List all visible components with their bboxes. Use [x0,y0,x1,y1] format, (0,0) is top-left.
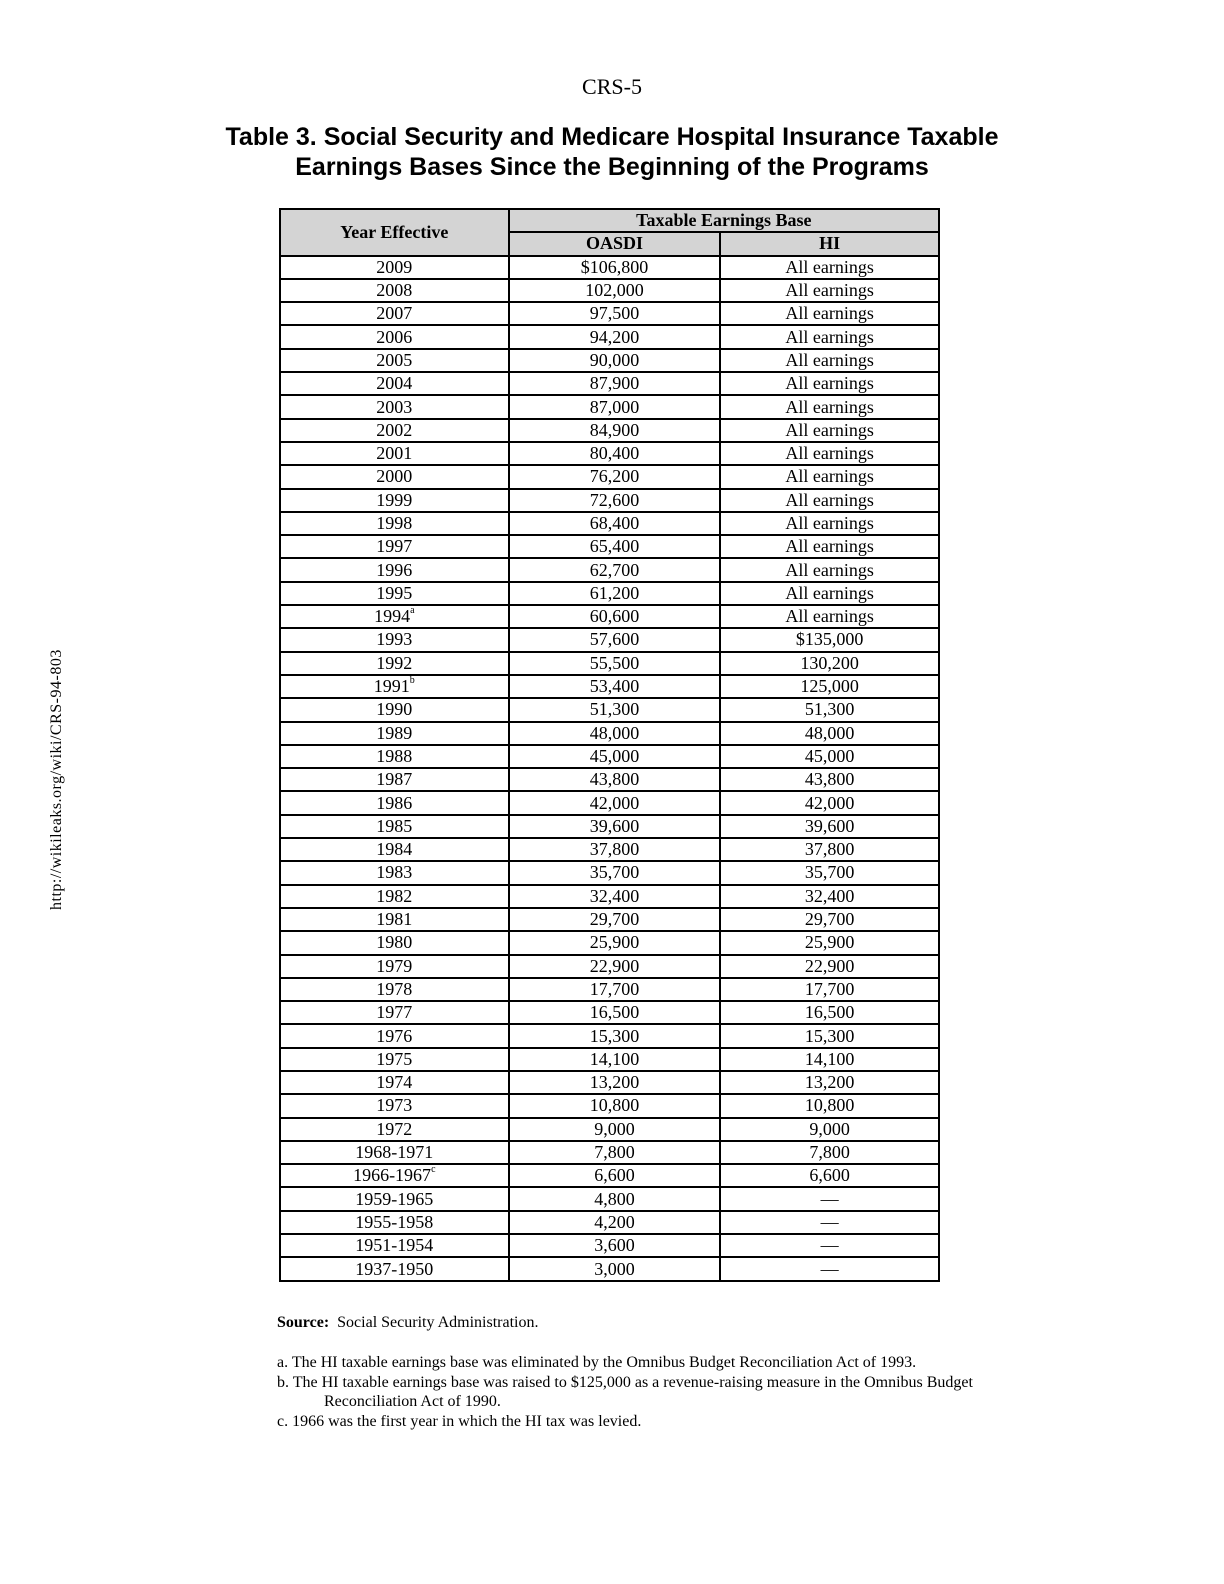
table-row [280,838,939,861]
hi-cell: 16,500 [720,1001,939,1024]
year-cell [280,768,509,791]
oasdi-cell: 35,700 [509,861,721,884]
header-hi: HI [720,232,939,255]
table-row [280,815,939,838]
year-text: 1997 [376,536,413,557]
hi-cell: All earnings [720,349,939,372]
year-text: 1974 [376,1072,413,1093]
oasdi-cell: 10,800 [509,1094,721,1117]
year-cell [280,1024,509,1047]
oasdi-cell: 65,400 [509,535,721,558]
year-cell [280,955,509,978]
table-row [280,908,939,931]
footnote-a [277,1353,977,1373]
table-row [280,535,939,558]
year-text: 1989 [376,722,413,743]
year-cell [280,1164,509,1187]
oasdi-cell: 4,800 [509,1187,721,1210]
year-text: 1999 [376,489,413,510]
year-text: 1976 [376,1025,413,1046]
hi-cell: 25,900 [720,931,939,954]
year-text: 2000 [376,466,413,487]
oasdi-cell: 62,700 [509,558,721,581]
footnote-label: c. [277,1412,289,1430]
header-year-effective: Year Effective [280,209,509,256]
year-cell [280,279,509,302]
year-text: 1959-1965 [355,1188,434,1209]
year-text: 1982 [376,885,413,906]
hi-cell: 32,400 [720,885,939,908]
hi-cell: All earnings [720,512,939,535]
table-row [280,256,939,279]
year-cell [280,349,509,372]
year-text: 1995 [376,582,413,603]
hi-cell: All earnings [720,558,939,581]
hi-cell: 10,800 [720,1094,939,1117]
table-row [280,1071,939,1094]
header-taxable-earnings-base: Taxable Earnings Base [509,209,939,232]
hi-cell: All earnings [720,582,939,605]
footnote-marker: b [409,675,415,687]
hi-cell: $135,000 [720,628,939,651]
year-text: 1986 [376,792,413,813]
year-cell [280,1211,509,1234]
year-text: 2007 [376,303,413,324]
table-row [280,1257,939,1280]
footnote-label: a. [277,1354,289,1371]
hi-cell: All earnings [720,465,939,488]
hi-cell: 22,900 [720,955,939,978]
year-cell [280,908,509,931]
table-row [280,628,939,651]
table-row [280,1024,939,1047]
table-row [280,512,939,535]
hi-cell: 48,000 [720,722,939,745]
oasdi-cell: 94,200 [509,325,721,348]
oasdi-cell: 15,300 [509,1024,721,1047]
year-text: 2006 [376,326,413,347]
hi-cell: — [720,1211,939,1234]
oasdi-cell: 45,000 [509,745,721,768]
hi-cell: 15,300 [720,1024,939,1047]
oasdi-cell: 17,700 [509,978,721,1001]
year-text: 2004 [376,373,413,394]
year-cell [280,442,509,465]
year-cell [280,535,509,558]
hi-cell: 43,800 [720,768,939,791]
year-text: 1951-1954 [355,1235,434,1256]
year-cell [280,1048,509,1071]
page-number: CRS-5 [582,74,642,99]
table-row [280,1187,939,1210]
oasdi-cell: 32,400 [509,885,721,908]
year-cell [280,465,509,488]
hi-cell: All earnings [720,535,939,558]
year-cell [280,1257,509,1280]
oasdi-cell: 51,300 [509,698,721,721]
oasdi-cell: 39,600 [509,815,721,838]
year-text: 1966-1967 [353,1165,432,1186]
year-text: 1978 [376,978,413,999]
table-row [280,1141,939,1164]
oasdi-cell: 6,600 [509,1164,721,1187]
hi-cell: 42,000 [720,791,939,814]
year-text: 2005 [376,349,413,370]
oasdi-cell: 3,000 [509,1257,721,1280]
year-text: 1990 [376,699,413,720]
year-cell [280,978,509,1001]
year-cell [280,698,509,721]
year-cell [280,861,509,884]
year-cell [280,302,509,325]
hi-cell: 45,000 [720,745,939,768]
table-row [280,1048,939,1071]
year-cell [280,675,509,698]
year-text: 1984 [376,839,413,860]
oasdi-cell: 4,200 [509,1211,721,1234]
year-cell [280,512,509,535]
year-text: 1981 [376,909,413,930]
footnote-text: 1966 was the first year in which the HI tax was levied. [292,1412,642,1430]
footnote-marker: c [431,1164,436,1176]
table-row [280,1001,939,1024]
year-cell [280,1001,509,1024]
table-row [280,1234,939,1257]
table-row [280,652,939,675]
year-text: 1998 [376,513,413,533]
table-row [280,279,939,302]
hi-cell: All earnings [720,372,939,395]
oasdi-cell: 29,700 [509,908,721,931]
hi-cell: 9,000 [720,1118,939,1141]
oasdi-cell: 22,900 [509,955,721,978]
oasdi-cell: 68,400 [509,512,721,535]
year-cell [280,1187,509,1210]
footnote-label: b. [277,1373,289,1391]
hi-cell: 6,600 [720,1164,939,1187]
hi-cell: 7,800 [720,1141,939,1164]
oasdi-cell: 57,600 [509,628,721,651]
table-row [280,675,939,698]
table-row [280,419,939,442]
year-cell [280,815,509,838]
year-cell [280,628,509,651]
table-row [280,605,939,628]
year-text: 1992 [376,652,413,673]
year-cell [280,745,509,768]
oasdi-cell: 9,000 [509,1118,721,1141]
year-cell [280,1118,509,1141]
table-row [280,955,939,978]
oasdi-cell: 55,500 [509,652,721,675]
hi-cell: — [720,1187,939,1210]
table-row [280,978,939,1001]
hi-cell: All earnings [720,442,939,465]
year-cell [280,582,509,605]
year-text: 2008 [376,280,413,301]
table-row [280,349,939,372]
year-cell [280,325,509,348]
year-text: 1968-1971 [355,1142,434,1163]
table-row [280,791,939,814]
hi-cell: All earnings [720,302,939,325]
oasdi-cell: 84,900 [509,419,721,442]
table-row [280,442,939,465]
oasdi-cell: 72,600 [509,489,721,512]
oasdi-cell: 80,400 [509,442,721,465]
oasdi-cell: 102,000 [509,279,721,302]
year-cell [280,419,509,442]
year-text: 1993 [376,629,413,650]
hi-cell: All earnings [720,605,939,628]
hi-cell: 39,600 [720,815,939,838]
year-text: 2003 [376,396,413,417]
table-row [280,489,939,512]
year-text: 1991 [373,676,410,697]
footnotes [277,1353,977,1431]
year-cell [280,722,509,745]
hi-cell: All earnings [720,489,939,512]
source-line [277,1314,538,1332]
table-row [280,1164,939,1187]
table-body [280,256,939,1281]
year-cell [280,605,509,628]
oasdi-cell: 48,000 [509,722,721,745]
year-text: 1979 [376,955,413,976]
year-cell [280,256,509,279]
year-cell [280,838,509,861]
oasdi-cell: 76,200 [509,465,721,488]
oasdi-cell: 7,800 [509,1141,721,1164]
table-row [280,372,939,395]
hi-cell: All earnings [720,256,939,279]
year-cell [280,931,509,954]
hi-cell: All earnings [720,325,939,348]
year-text: 1996 [376,559,413,580]
table-row [280,768,939,791]
footnote-text: The HI taxable earnings base was eliminated by the Omnibus Budget Reconciliation Act of 1993. [291,1354,917,1371]
oasdi-cell: 97,500 [509,302,721,325]
year-text: 1972 [376,1118,413,1139]
year-cell [280,1141,509,1164]
oasdi-cell: 42,000 [509,791,721,814]
source-label: Source: [277,1314,330,1331]
year-text: 1977 [376,1002,413,1023]
hi-cell: 37,800 [720,838,939,861]
year-text: 1983 [376,862,413,883]
table-row [280,698,939,721]
table-row [280,395,939,418]
hi-cell: — [720,1257,939,1280]
table-row [280,558,939,581]
oasdi-cell: $106,800 [509,256,721,279]
year-cell [280,489,509,512]
table-row [280,931,939,954]
table-row [280,465,939,488]
year-cell [280,1071,509,1094]
table-row [280,885,939,908]
table-row [280,745,939,768]
table-row [280,722,939,745]
year-cell [280,652,509,675]
footnote-text: The HI taxable earnings base was raised to $125,000 as a revenue-raising measure in the Omnibus Budget Reconciliation Act of 1990. [292,1373,973,1410]
footnote-b [277,1373,977,1412]
oasdi-cell: 90,000 [509,349,721,372]
year-text: 1985 [376,815,413,836]
hi-cell: 35,700 [720,861,939,884]
year-text: 1988 [376,745,413,766]
hi-cell: All earnings [720,395,939,418]
year-cell [280,558,509,581]
oasdi-cell: 37,800 [509,838,721,861]
oasdi-cell: 43,800 [509,768,721,791]
source-text: Social Security Administration. [337,1314,539,1331]
oasdi-cell: 53,400 [509,675,721,698]
oasdi-cell: 87,000 [509,395,721,418]
sidebar-url: http://wikileaks.org/wiki/CRS-94-803 [48,649,65,910]
title-line-1: Table 3. Social Security and Medicare Hospital Insurance Taxable [225,123,999,151]
table-row [280,1211,939,1234]
hi-cell: 125,000 [720,675,939,698]
table-row [280,861,939,884]
table-row [280,325,939,348]
hi-cell: All earnings [720,419,939,442]
oasdi-cell: 87,900 [509,372,721,395]
year-text: 1980 [376,932,413,953]
year-text: 1975 [376,1048,413,1069]
title-line-2: Earnings Bases Since the Beginning of the Programs [295,153,929,181]
year-cell [280,1234,509,1257]
hi-cell: 51,300 [720,698,939,721]
year-text: 1955-1958 [355,1211,434,1232]
earnings-base-table [279,208,940,1282]
year-cell [280,1094,509,1117]
year-text: 2002 [376,419,413,440]
hi-cell: — [720,1234,939,1257]
table-row [280,1094,939,1117]
table-title [0,122,1224,182]
year-text: 1973 [376,1095,413,1116]
year-text: 2009 [376,256,413,277]
hi-cell: All earnings [720,279,939,302]
oasdi-cell: 61,200 [509,582,721,605]
year-cell [280,372,509,395]
header-oasdi: OASDI [509,232,721,255]
year-cell [280,791,509,814]
hi-cell: 29,700 [720,908,939,931]
table-row [280,1118,939,1141]
oasdi-cell: 25,900 [509,931,721,954]
oasdi-cell: 14,100 [509,1048,721,1071]
table-row [280,582,939,605]
hi-cell: 14,100 [720,1048,939,1071]
hi-cell: 17,700 [720,978,939,1001]
footnote-c [277,1412,977,1432]
hi-cell: 13,200 [720,1071,939,1094]
year-text: 2001 [376,443,413,464]
hi-cell: 130,200 [720,652,939,675]
table-row [280,302,939,325]
oasdi-cell: 60,600 [509,605,721,628]
oasdi-cell: 13,200 [509,1071,721,1094]
footnote-marker: a [410,605,415,617]
year-cell [280,395,509,418]
year-text: 1987 [376,769,413,790]
year-text: 1994 [374,606,411,627]
year-cell [280,885,509,908]
oasdi-cell: 3,600 [509,1234,721,1257]
year-text: 1937-1950 [355,1258,434,1279]
oasdi-cell: 16,500 [509,1001,721,1024]
